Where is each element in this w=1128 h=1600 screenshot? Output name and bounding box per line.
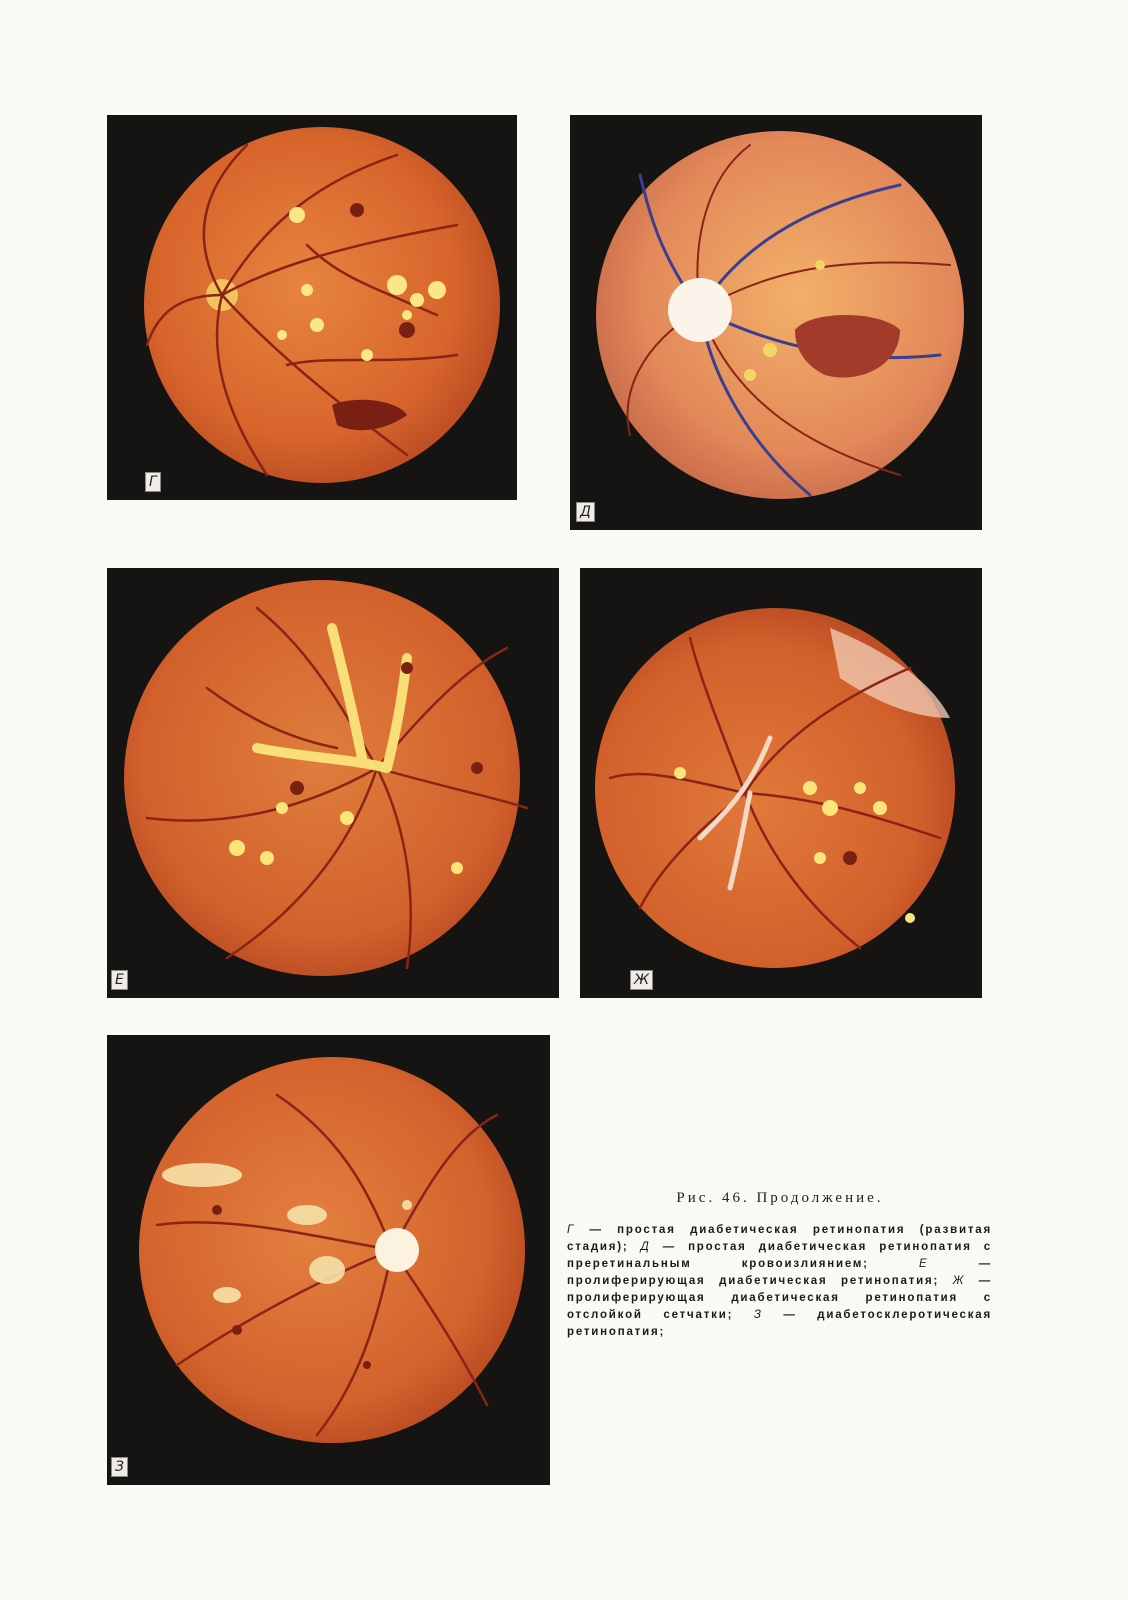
plate-label-g: Г bbox=[145, 472, 161, 492]
legend-letter-d: Д bbox=[640, 1241, 651, 1253]
fundus-image-d bbox=[570, 115, 982, 530]
figure-caption-title: Рис. 46. Продолжение. bbox=[676, 1190, 884, 1206]
fundus-image-g bbox=[107, 115, 517, 500]
fundus-image-e bbox=[107, 568, 559, 998]
figure-caption-legend bbox=[567, 1222, 992, 1341]
fundus-image-zh bbox=[580, 568, 982, 998]
fundus-plate-g bbox=[107, 115, 517, 500]
fundus-plate-z bbox=[107, 1035, 550, 1485]
legend-text-z: — диабетосклеротическая ретинопатия; bbox=[567, 1309, 992, 1338]
plate-label-zh: Ж bbox=[630, 970, 653, 990]
legend-letter-zh: Ж bbox=[952, 1275, 966, 1287]
legend-text-g: — простая диабетическая ретинопатия (развитая стадия); bbox=[567, 1224, 992, 1253]
fundus-plate-d bbox=[570, 115, 982, 530]
plate-label-e: Е bbox=[111, 970, 128, 990]
legend-text-d: — простая диабетическая ретинопатия с преретинальным кровоизлиянием; bbox=[567, 1241, 993, 1270]
fundus-plate-e bbox=[107, 568, 559, 998]
legend-text-e: — пролиферирующая диабетическая ретинопатия; bbox=[567, 1258, 992, 1287]
fundus-plate-zh bbox=[580, 568, 982, 998]
plate-label-z: З bbox=[111, 1457, 128, 1477]
legend-letter-g: Г bbox=[567, 1224, 576, 1236]
legend-letter-z: З bbox=[753, 1309, 763, 1321]
plate-label-d: Д bbox=[576, 502, 595, 522]
fundus-image-z bbox=[107, 1035, 550, 1485]
legend-letter-e: Е bbox=[919, 1258, 929, 1270]
legend-text-zh: — пролиферирующая диабетическая ретинопатия с отслойкой сетчатки; bbox=[567, 1275, 992, 1321]
